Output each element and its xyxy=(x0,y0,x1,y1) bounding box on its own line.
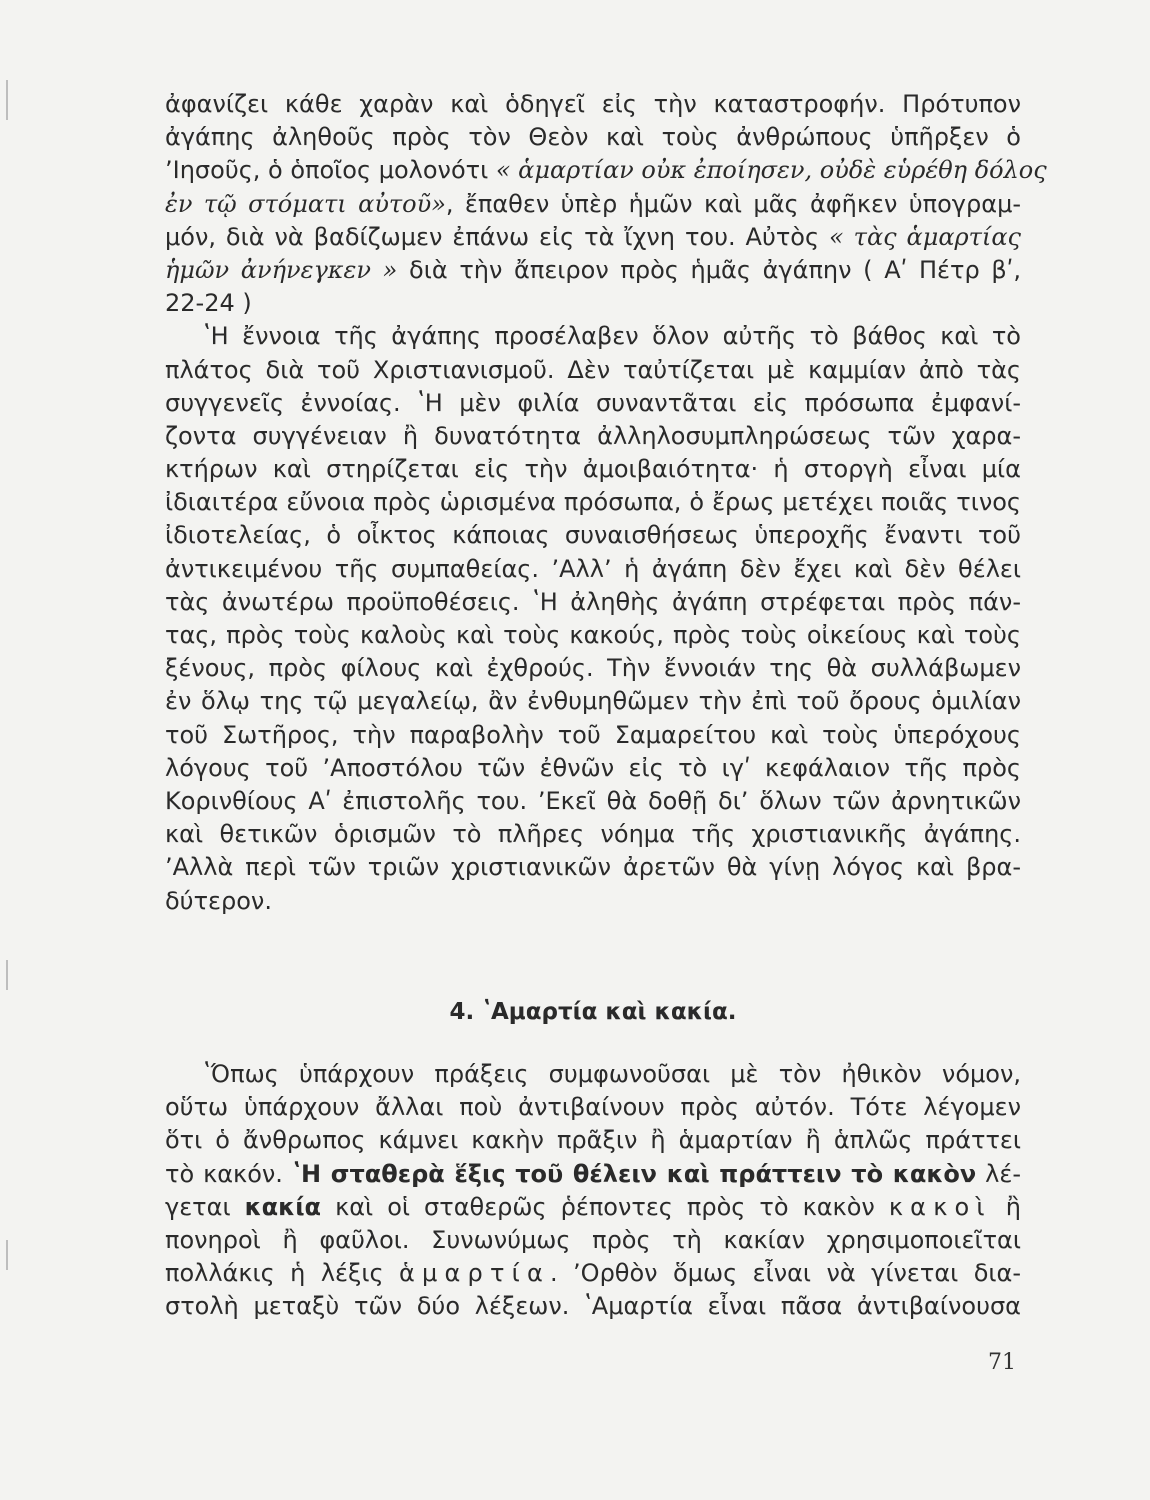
page-number: 71 xyxy=(988,1350,1016,1375)
text-line: πολλάκις ἡ λέξις ἁμαρτία. ʼΟρθὸν ὅμως εἶναι νὰ γίνεται δια- xyxy=(165,1259,1021,1288)
text-line: δύτερον. xyxy=(165,886,272,915)
bold-definition: ʽΗ σταθερὰ ἕξις τοῦ θέλειν καὶ πράττειν τὸ κακὸν xyxy=(291,1159,977,1188)
quotation: « τὰς ἁμαρτίας xyxy=(829,222,1021,251)
text-line: λόγους τοῦ ʼΑποστόλου τῶν ἐθνῶν εἰς τὸ ιγʹ κεφάλαιον τῆς πρὸς xyxy=(165,753,1021,782)
text-line: τας, πρὸς τοὺς καλοὺς καὶ τοὺς κακούς, πρὸς τοὺς οἰκείους καὶ τοὺς xyxy=(165,621,1021,649)
spaced-term: ἁμαρτία xyxy=(399,1259,550,1288)
text-line: πονηροὶ ἢ φαῦλοι. Συνωνύμως πρὸς τὴ κακίαν χρησιμοποιεῖται xyxy=(165,1225,1021,1254)
text-line: 22-24 ) xyxy=(165,289,252,318)
text-line: συγγενεῖς ἐννοίας. ʽΗ μὲν φιλία συναντᾶται εἰς πρόσωπα ἐμφανί- xyxy=(165,388,1021,417)
text-line: ʼΙησοῦς, ὁ ὁποῖος μολονότι « ἁμαρτίαν οὐκ ἐποίησεν, οὐδὲ εὑρέθη δόλος xyxy=(165,156,1047,185)
page-edge-shadow xyxy=(6,960,8,990)
text-line: τὸ κακόν. ʽΗ σταθερὰ ἕξις τοῦ θέλειν καὶ πράττειν τὸ κακὸν λέ- xyxy=(165,1159,1022,1188)
text-line: ἐν τῷ στόματι αὐτοῦ», ἔπαθεν ὑπὲρ ἡμῶν καὶ μᾶς ἀφῆκεν ὑπογραμ- xyxy=(165,189,1021,218)
text-line: τοῦ Σωτῆρος, τὴν παραβολὴν τοῦ Σαμαρείτου καὶ τοὺς ὑπερόχους xyxy=(165,720,1021,749)
text-line: ἰδιοτελείας, ὁ οἶκτος κάποιας συναισθήσεως ὑπεροχῆς ἔναντι τοῦ xyxy=(165,521,1021,550)
text-line: μόν, διὰ νὰ βαδίζωμεν ἐπάνω εἰς τὰ ἴχνη του. Αὐτὸς « τὰς ἁμαρτίας xyxy=(165,222,1021,251)
text-line: ξένους, πρὸς φίλους καὶ ἐχθρούς. Τὴν ἔννοιάν της θὰ συλλάβωμεν xyxy=(165,654,1021,683)
text-line: στολὴ μεταξὺ τῶν δύο λέξεων. ʽΑμαρτία εἶναι πᾶσα ἀντιβαίνουσα xyxy=(165,1292,1021,1321)
quotation: ἐν τῷ στόματι αὐτοῦ» xyxy=(165,189,446,218)
bold-term: κακία xyxy=(244,1192,322,1221)
text-line: ʽΌπως ὑπάρχουν πράξεις συμφωνοῦσαι μὲ τὸν ἠθικὸν νόμον, xyxy=(203,1060,1021,1088)
text-line: Κορινθίους Αʹ ἐπιστολῆς του. ʼΕκεῖ θὰ δοθῇ διʼ ὅλων τῶν ἀρνητικῶν xyxy=(165,786,1021,815)
text-line: ʽΗ ἔννοια τῆς ἀγάπης προσέλαβεν ὅλον αὐτῆς τὸ βάθος καὶ τὸ xyxy=(203,322,1021,351)
quotation: « ἁμαρτίαν οὐκ ἐποίησεν, οὐδὲ εὑρέθη δόλος xyxy=(495,156,1047,185)
text-line: ὅτι ὁ ἄνθρωπος κάμνει κακὴν πρᾶξιν ἢ ἁμαρτίαν ἢ ἁπλῶς πράττει xyxy=(165,1126,1021,1155)
text-line: ἡμῶν ἀνήνεγκεν » διὰ τὴν ἄπειρον πρὸς ἡμᾶς ἀγάπην ( Αʹ Πέτρ βʹ, xyxy=(165,255,1021,284)
text-line: πλάτος διὰ τοῦ Χριστιανισμοῦ. Δὲν ταὐτίζεται μὲ καμμίαν ἀπὸ τὰς xyxy=(165,355,1021,384)
text-line: ἀφανίζει κάθε χαρὰν καὶ ὁδηγεῖ εἰς τὴν καταστροφήν. Πρότυπον xyxy=(165,90,1021,118)
text-line: καὶ θετικῶν ὁρισμῶν τὸ πλῆρες νόημα τῆς χριστιανικῆς ἀγάπης. xyxy=(165,820,1021,849)
body-text-lower xyxy=(165,1058,1021,1324)
text-line: οὕτω ὑπάρχουν ἄλλαι ποὺ ἀντιβαίνουν πρὸς αὐτόν. Τότε λέγομεν xyxy=(165,1093,1021,1122)
text-line: τὰς ἀνωτέρω προϋποθέσεις. ʽΗ ἀληθὴς ἀγάπη στρέφεται πρὸς πάν- xyxy=(165,587,1021,616)
text-line: ἀντικειμένου τῆς συμπαθείας. ʼΑλλʼ ἡ ἀγάπη δὲν ἔχει καὶ δὲν θέλει xyxy=(165,554,1021,583)
text-line: ζοντα συγγένειαν ἢ δυνατότητα ἀλληλοσυμπληρώσεως τῶν χαρα- xyxy=(165,421,1021,450)
text-line: κτήρων καὶ στηρίζεται εἰς τὴν ἀμοιβαιότητα· ἡ στοργὴ εἶναι μία xyxy=(165,455,1021,484)
text-line: ʼΑλλὰ περὶ τῶν τριῶν χριστιανικῶν ἀρετῶν θὰ γίνῃ λόγος καὶ βρα- xyxy=(165,853,1021,882)
section-heading: 4. ʽΑμαρτία καὶ κακία. xyxy=(449,999,737,1025)
page-edge-shadow xyxy=(6,80,8,120)
page-edge-shadow xyxy=(6,1240,8,1270)
text-line: γεται κακία καὶ οἱ σταθερῶς ῥέποντες πρὸς τὸ κακὸν κακοὶ ἢ xyxy=(165,1192,1021,1221)
spaced-term: κακοὶ xyxy=(888,1192,992,1221)
body-text-upper xyxy=(165,88,1047,918)
text-line: ἰδιαιτέρα εὔνοια πρὸς ὡρισμένα πρόσωπα, ὁ ἔρως μετέχει ποιᾶς τινος xyxy=(165,488,1021,517)
quotation: ἡμῶν ἀνήνεγκεν » xyxy=(165,255,398,284)
text-line: ἀγάπης ἀληθοῦς πρὸς τὸν Θεὸν καὶ τοὺς ἀνθρώπους ὑπῆρξεν ὁ xyxy=(165,123,1021,152)
text-line: ἐν ὅλῳ της τῷ μεγαλείῳ, ἂν ἐνθυμηθῶμεν τὴν ἐπὶ τοῦ ὄρους ὁμιλίαν xyxy=(165,687,1021,716)
